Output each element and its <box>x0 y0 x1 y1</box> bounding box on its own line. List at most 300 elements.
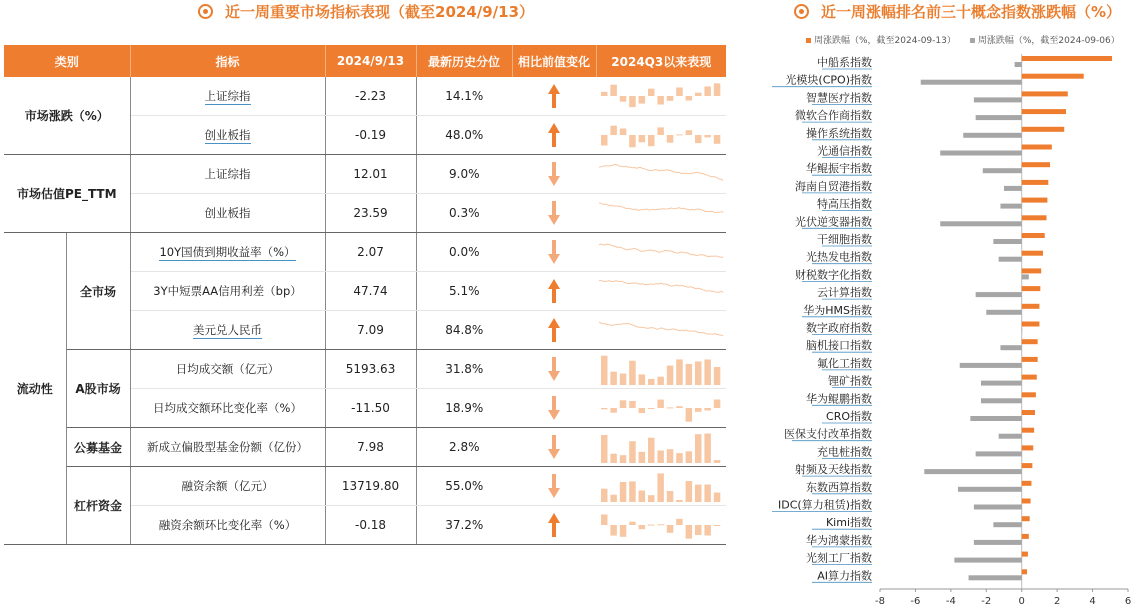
sparkline-bar <box>620 129 627 136</box>
x-tick-label: -6 <box>910 596 921 606</box>
sparkline-bar <box>629 481 636 502</box>
indicator-label: 融资余额环比变化率（%） <box>130 506 325 545</box>
bar-previous-week <box>976 451 1022 456</box>
category-label: Kimi指数 <box>825 516 872 530</box>
sparkline-bar <box>695 485 702 502</box>
arrow-up-shape <box>548 123 560 147</box>
percentile-cell: 0.3% <box>416 194 512 233</box>
bar-current-week <box>1022 410 1035 415</box>
sparkline-path <box>599 164 723 180</box>
change-cell <box>512 389 596 428</box>
title-bullet-icon <box>198 4 213 19</box>
sparkline-bar <box>704 408 711 411</box>
value-cell: 7.09 <box>325 311 416 350</box>
bar-current-week <box>1022 145 1052 150</box>
sparkline-bar <box>695 525 702 535</box>
sparkline-bar <box>648 495 655 502</box>
bar-current-week <box>1022 251 1043 256</box>
sparkline-bar <box>657 473 664 502</box>
change-arrow-icon <box>547 122 561 148</box>
arrow-down-shape <box>548 240 560 264</box>
bar-current-week <box>1022 445 1034 450</box>
sparkline-bar <box>695 93 702 96</box>
bar-previous-week <box>981 398 1022 403</box>
trend-cell <box>596 155 726 194</box>
bar-previous-week <box>976 115 1022 120</box>
bar-previous-week <box>974 505 1022 510</box>
percentile-cell: 9.0% <box>416 155 512 194</box>
header-date: 2024/9/13 <box>325 45 416 77</box>
trend-cell <box>596 116 726 155</box>
sparkline-bar <box>610 126 617 135</box>
sparkline-bar <box>714 135 721 144</box>
change-arrow-icon <box>547 512 561 538</box>
bar-current-week <box>1022 74 1084 79</box>
table-row <box>4 77 726 116</box>
indicator-label: 日均成交额环比变化率（%） <box>130 389 325 428</box>
bar-previous-week <box>1004 186 1022 191</box>
change-cell <box>512 506 596 545</box>
bar-current-week <box>1022 233 1045 238</box>
concept-index-bar-chart <box>760 50 1140 606</box>
bar-current-week <box>1022 499 1031 504</box>
sparkline <box>597 508 725 542</box>
bar-current-week <box>1022 463 1033 468</box>
bar-previous-week <box>1000 345 1021 350</box>
change-cell <box>512 194 596 233</box>
category-label: 干细胞指数 <box>817 233 872 246</box>
sparkline-bar <box>667 135 674 143</box>
sparkline <box>597 313 725 347</box>
sparkline-bar <box>601 435 608 463</box>
sparkline-bar <box>704 525 711 536</box>
bar-current-week <box>1022 162 1050 167</box>
bar-current-week <box>1022 339 1038 344</box>
category-label: AI算力指数 <box>817 569 872 583</box>
sparkline-bar <box>620 374 627 386</box>
bar-previous-week <box>976 292 1022 297</box>
sparkline-bar <box>667 525 674 533</box>
legend-swatch-orange <box>806 38 811 43</box>
sparkline-bar <box>629 522 636 525</box>
sparkline <box>597 469 725 503</box>
bar-previous-week <box>954 558 1021 563</box>
value-cell: 5193.63 <box>325 350 416 389</box>
bar-current-week <box>1022 56 1112 61</box>
bar-current-week <box>1022 375 1037 380</box>
bar-previous-week <box>999 434 1022 439</box>
category-label: 脑机接口指数 <box>806 339 872 353</box>
change-cell <box>512 272 596 311</box>
sparkline-bar <box>610 85 617 96</box>
legend-swatch-gray <box>970 38 975 43</box>
bar-previous-week <box>1022 328 1023 333</box>
table-row <box>4 233 726 272</box>
sparkline-bar <box>639 525 646 529</box>
sparkline-bar <box>667 407 674 408</box>
bar-current-week <box>1022 322 1040 327</box>
x-tick-label: -8 <box>875 596 885 606</box>
sparkline-bar <box>676 359 683 385</box>
percentile-cell: 14.1% <box>416 77 512 116</box>
category-label: 射频及天线指数 <box>795 463 872 477</box>
bar-current-week <box>1022 180 1049 185</box>
arrow-up-shape <box>548 279 560 303</box>
sparkline-bar <box>620 525 627 537</box>
bar-current-week <box>1022 552 1028 557</box>
sparkline-bar <box>601 135 608 146</box>
sparkline-bar <box>667 366 674 385</box>
bar-previous-week <box>970 416 1021 421</box>
arrow-down-shape <box>548 396 560 420</box>
sparkline-bar <box>676 500 683 502</box>
change-arrow-icon <box>547 278 561 304</box>
sparkline-bar <box>657 377 664 385</box>
category-label: 光模块(CPO)指数 <box>785 73 872 87</box>
bar-previous-week <box>974 97 1022 102</box>
bar-previous-week <box>983 168 1022 173</box>
x-tick-label: 6 <box>1124 596 1132 606</box>
bar-previous-week <box>986 310 1021 315</box>
bar-previous-week <box>974 540 1022 545</box>
sparkline-bar <box>657 400 664 408</box>
sparkline-bar <box>676 134 683 135</box>
category-label: 财税数字化指数 <box>795 268 872 282</box>
indicator-label: 融资余额（亿元） <box>130 467 325 506</box>
sparkline-bar <box>629 96 636 107</box>
sparkline-bar <box>620 400 627 408</box>
category-market-pe: 市场估值PE_TTM <box>4 155 130 233</box>
sparkline-bar <box>601 356 608 385</box>
sparkline-bar <box>648 135 655 146</box>
arrow-up-shape <box>548 513 560 537</box>
legend-item: 周涨跌幅（%，截至2024-09-13） <box>806 33 956 46</box>
bar-current-week <box>1022 286 1041 291</box>
sparkline-path <box>599 244 723 257</box>
value-cell: -0.19 <box>325 116 416 155</box>
percentile-cell: 5.1% <box>416 272 512 311</box>
category-label: 光热发电指数 <box>806 250 872 264</box>
sparkline <box>597 157 725 191</box>
sparkline-bar <box>714 460 721 463</box>
market-indicator-table <box>4 45 726 545</box>
header-change: 相比前值变化 <box>512 45 596 77</box>
sparkline-bar <box>704 434 711 464</box>
sparkline-bar <box>648 89 655 96</box>
subcategory-all-market: 全市场 <box>66 233 130 350</box>
sparkline-bar <box>667 96 674 101</box>
trend-cell <box>596 428 726 467</box>
sparkline-bar <box>610 525 617 536</box>
sparkline-bar <box>601 92 608 96</box>
sparkline-bar <box>714 367 721 385</box>
category-label: 云计算指数 <box>817 286 872 300</box>
bar-previous-week <box>1022 274 1029 279</box>
value-cell: -0.18 <box>325 506 416 545</box>
bar-previous-week <box>969 575 1022 580</box>
sparkline <box>597 430 725 464</box>
arrow-down-shape <box>548 162 560 186</box>
change-arrow-icon <box>547 473 561 499</box>
category-label: 光通信指数 <box>817 144 872 158</box>
category-label: 特高压指数 <box>817 197 872 211</box>
bar-previous-week <box>1000 204 1021 209</box>
value-cell: 2.07 <box>325 233 416 272</box>
sparkline-bar <box>657 96 664 105</box>
arrow-up-shape <box>548 318 560 342</box>
indicator-label: 3Y中短票AA信用利差（bp） <box>130 272 325 311</box>
sparkline-bar <box>639 135 646 142</box>
sparkline-bar <box>686 364 693 385</box>
value-cell: 47.74 <box>325 272 416 311</box>
indicator-label[interactable]: 美元兑人民币 <box>193 323 263 337</box>
value-cell: 12.01 <box>325 155 416 194</box>
value-cell: 7.98 <box>325 428 416 467</box>
sparkline <box>597 274 725 308</box>
sparkline-bar <box>704 485 711 503</box>
indicator-label[interactable]: 10Y国债到期收益率（%） <box>159 245 296 259</box>
percentile-cell: 18.9% <box>416 389 512 428</box>
change-arrow-icon <box>547 239 561 265</box>
sparkline-bar <box>686 408 693 422</box>
change-cell <box>512 467 596 506</box>
sparkline-bar <box>695 434 702 463</box>
sparkline-bar <box>629 135 636 147</box>
category-label: 光刻工厂指数 <box>806 551 872 565</box>
right-title: 近一周涨幅排名前三十概念指数涨跌幅（%） <box>794 1 1121 22</box>
sparkline-bar <box>686 130 693 135</box>
sparkline-bar <box>695 361 702 385</box>
header-trend: 2024Q3以来表现 <box>596 45 726 77</box>
sparkline-bar <box>610 454 617 463</box>
x-tick-label: 2 <box>1053 596 1061 606</box>
x-tick-label: -4 <box>945 596 956 606</box>
sparkline-bar <box>620 455 627 463</box>
change-cell <box>512 155 596 194</box>
sparkline-bar <box>714 83 721 96</box>
sparkline-bar <box>657 451 664 464</box>
sparkline-bar <box>639 408 646 413</box>
change-arrow-icon <box>547 161 561 187</box>
sparkline-bar <box>686 451 693 463</box>
sparkline-bar <box>629 441 636 463</box>
sparkline-bar <box>704 135 711 137</box>
bar-current-week <box>1022 569 1027 574</box>
bar-previous-week <box>1015 62 1022 67</box>
change-cell <box>512 428 596 467</box>
change-arrow-icon <box>547 83 561 109</box>
category-label: 医保支付改革指数 <box>784 427 872 441</box>
value-cell: -11.50 <box>325 389 416 428</box>
sparkline-bar <box>639 452 646 463</box>
trend-cell <box>596 350 726 389</box>
percentile-cell: 2.8% <box>416 428 512 467</box>
category-label: 中船系指数 <box>817 56 872 69</box>
sparkline-bar <box>657 524 664 525</box>
sparkline-bar <box>629 361 636 385</box>
chart-legend <box>806 33 1120 46</box>
sparkline-bar <box>657 127 664 135</box>
sparkline-path <box>599 280 723 292</box>
sparkline-bar <box>695 135 702 143</box>
value-cell: -2.23 <box>325 77 416 116</box>
category-label: IDC(算力租赁)指数 <box>778 498 872 512</box>
trend-cell <box>596 506 726 545</box>
sparkline-bar <box>639 491 646 503</box>
trend-cell <box>596 467 726 506</box>
arrow-down-shape <box>548 201 560 225</box>
bar-current-week <box>1022 304 1040 309</box>
sparkline-bar <box>648 379 655 385</box>
sparkline <box>597 352 725 386</box>
category-label: 光伏逆变器指数 <box>795 215 872 229</box>
change-cell <box>512 350 596 389</box>
bar-current-week <box>1022 516 1030 521</box>
change-arrow-icon <box>547 434 561 460</box>
sparkline-bar <box>714 493 721 503</box>
category-label: 东数西算指数 <box>806 480 872 494</box>
sparkline-bar <box>667 449 674 463</box>
percentile-cell: 84.8% <box>416 311 512 350</box>
table-row <box>4 467 726 506</box>
sparkline-bar <box>610 372 617 385</box>
category-label: 华鲲振宇指数 <box>806 162 872 176</box>
trend-cell <box>596 311 726 350</box>
indicator-label[interactable]: 创业板指 <box>204 128 251 142</box>
sparkline-bar <box>676 406 683 408</box>
title-bullet-icon <box>794 4 809 19</box>
arrow-down-shape <box>548 435 560 459</box>
header-percentile: 最新历史分位 <box>416 45 512 77</box>
sparkline <box>597 196 725 230</box>
sparkline-bar <box>686 525 693 539</box>
value-cell: 13719.80 <box>325 467 416 506</box>
trend-cell <box>596 233 726 272</box>
bar-previous-week <box>924 469 1021 474</box>
sparkline-bar <box>704 360 711 386</box>
sparkline <box>597 79 725 113</box>
arrow-down-shape <box>548 357 560 381</box>
sparkline-bar <box>714 400 721 409</box>
sparkline-path <box>599 322 723 335</box>
indicator-label: 上证综指 <box>130 155 325 194</box>
subcategory-fund: 公募基金 <box>66 428 130 467</box>
bar-current-week <box>1022 357 1038 362</box>
category-label: 华为鸿蒙指数 <box>806 533 872 547</box>
bar-previous-week <box>960 363 1022 368</box>
value-cell: 23.59 <box>325 194 416 233</box>
bar-current-week <box>1022 534 1029 539</box>
category-label: 智慧医疗指数 <box>806 91 872 105</box>
sparkline-bar <box>620 482 627 502</box>
x-tick-label: 4 <box>1089 596 1096 606</box>
sparkline-bar <box>601 489 608 502</box>
sparkline-bar <box>648 525 655 526</box>
sparkline-bar <box>629 401 636 408</box>
percentile-cell: 0.0% <box>416 233 512 272</box>
sparkline-path <box>599 203 723 213</box>
category-label: CRO指数 <box>826 410 872 423</box>
arrow-down-shape <box>548 474 560 498</box>
category-label: 充电桩指数 <box>817 445 872 459</box>
sparkline-bar <box>686 481 693 502</box>
sparkline-bar <box>676 519 683 525</box>
bar-current-week <box>1022 215 1047 220</box>
indicator-label: 日均成交额（亿元） <box>130 350 325 389</box>
bar-previous-week <box>963 133 1021 138</box>
sparkline <box>597 235 725 269</box>
percentile-cell: 55.0% <box>416 467 512 506</box>
category-label: 华为鲲鹏指数 <box>806 392 872 406</box>
sparkline-bar <box>639 96 646 104</box>
change-arrow-icon <box>547 317 561 343</box>
category-label: 微软合作商指数 <box>795 109 872 123</box>
category-market-change: 市场涨跌（%） <box>4 77 130 155</box>
bar-current-week <box>1022 268 1041 273</box>
bar-previous-week <box>921 80 1022 85</box>
percentile-cell: 37.2% <box>416 506 512 545</box>
table-row <box>4 428 726 467</box>
header-category: 类别 <box>4 45 130 77</box>
bar-previous-week <box>981 381 1022 386</box>
change-arrow-icon <box>547 356 561 382</box>
bar-current-week <box>1022 428 1034 433</box>
percentile-cell: 31.8% <box>416 350 512 389</box>
change-arrow-icon <box>547 200 561 226</box>
bar-previous-week <box>958 487 1022 492</box>
bar-current-week <box>1022 127 1065 132</box>
table-row <box>4 350 726 389</box>
bar-current-week <box>1022 481 1032 486</box>
bar-previous-week <box>993 239 1021 244</box>
x-tick-label: -2 <box>981 596 992 606</box>
sparkline-bar <box>601 514 608 525</box>
change-arrow-icon <box>547 395 561 421</box>
trend-cell <box>596 389 726 428</box>
category-liquidity: 流动性 <box>4 233 66 545</box>
category-label: 华为HMS指数 <box>803 303 872 317</box>
bar-current-week <box>1022 91 1068 96</box>
sparkline-bar <box>686 96 693 101</box>
indicator-label: 创业板指 <box>130 194 325 233</box>
indicator-label[interactable]: 上证综指 <box>204 89 251 103</box>
sparkline-bar <box>648 438 655 463</box>
change-cell <box>512 77 596 116</box>
x-tick-label: 0 <box>1018 596 1025 606</box>
sparkline-bar <box>639 374 646 385</box>
sparkline-bar <box>714 525 721 526</box>
sparkline <box>597 118 725 152</box>
trend-cell <box>596 272 726 311</box>
subcategory-a-share: A股市场 <box>66 350 130 428</box>
sparkline-bar <box>676 453 683 463</box>
header-indicator: 指标 <box>130 45 325 77</box>
sparkline-bar <box>667 491 674 502</box>
percentile-cell: 48.0% <box>416 116 512 155</box>
sparkline-bar <box>620 96 627 102</box>
change-cell <box>512 116 596 155</box>
bar-previous-week <box>999 257 1022 262</box>
sparkline-bar <box>610 408 617 413</box>
arrow-up-shape <box>548 84 560 108</box>
table-row <box>4 155 726 194</box>
category-label: 海南自贸港指数 <box>795 179 872 193</box>
trend-cell <box>596 77 726 116</box>
legend-item: 周涨跌幅（%，截至2024-09-06） <box>970 33 1120 46</box>
category-label: 数字政府指数 <box>806 321 872 335</box>
category-label: 操作系统指数 <box>806 126 872 140</box>
category-label: 锂矿指数 <box>828 374 872 388</box>
